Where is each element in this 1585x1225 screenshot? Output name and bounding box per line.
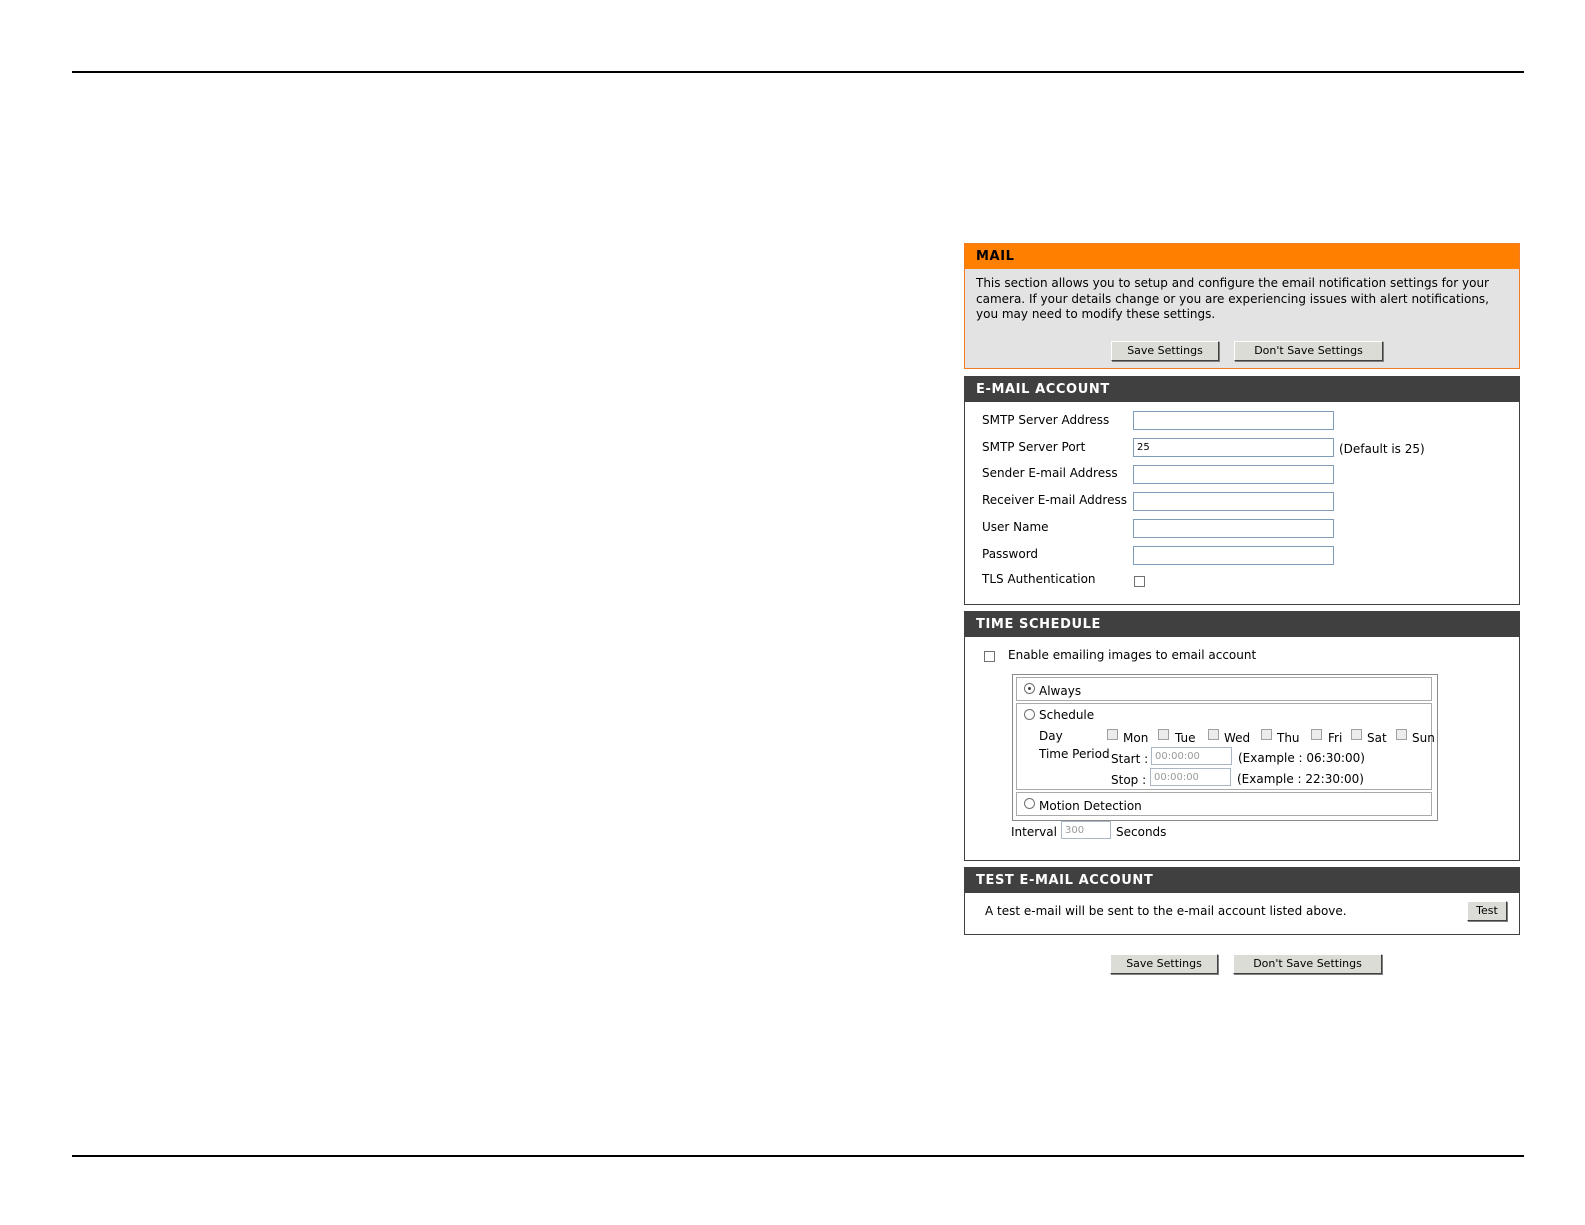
day-sun-checkbox[interactable] — [1396, 729, 1407, 740]
stop-label: Stop : — [1111, 773, 1147, 787]
tls-authentication-checkbox[interactable] — [1134, 576, 1145, 587]
day-sun-label: Sun — [1412, 731, 1435, 745]
start-time-input[interactable] — [1151, 747, 1232, 765]
interval-input[interactable] — [1061, 821, 1111, 839]
enable-emailing-label: Enable emailing images to email account — [1008, 648, 1257, 662]
test-email-title: TEST E-MAIL ACCOUNT — [965, 868, 1519, 893]
schedule-label: Schedule — [1039, 708, 1095, 722]
time-period-label: Time Period — [1039, 747, 1110, 761]
schedule-options-group — [1012, 674, 1438, 821]
smtp-server-port-input[interactable] — [1133, 438, 1334, 457]
day-sat-checkbox[interactable] — [1351, 729, 1362, 740]
username-label: User Name — [982, 520, 1049, 534]
start-label: Start : — [1111, 752, 1149, 766]
day-fri-checkbox[interactable] — [1311, 729, 1322, 740]
always-label: Always — [1039, 684, 1082, 698]
mail-panel — [964, 243, 1520, 369]
dont-save-settings-button-top[interactable]: Don't Save Settings — [1234, 341, 1383, 361]
day-wed-label: Wed — [1224, 731, 1251, 745]
time-schedule-title: TIME SCHEDULE — [965, 612, 1519, 637]
motion-detection-label: Motion Detection — [1039, 799, 1142, 813]
bottom-rule — [72, 1155, 1524, 1157]
stop-example: (Example : 22:30:00) — [1237, 772, 1364, 786]
save-settings-button-bottom[interactable]: Save Settings — [1110, 954, 1218, 974]
password-input[interactable] — [1133, 546, 1334, 565]
mail-description: This section allows you to setup and configure the email notification settings for your camera. If your details change or you are experiencing issues with alert notifications, you may need to modify these settings. — [976, 276, 1489, 321]
always-radio[interactable] — [1024, 683, 1035, 694]
password-label: Password — [982, 547, 1039, 561]
interval-label: Interval — [1011, 825, 1057, 839]
day-fri-label: Fri — [1328, 731, 1343, 745]
smtp-server-port-hint: (Default is 25) — [1339, 442, 1425, 456]
motion-detection-radio[interactable] — [1024, 798, 1035, 809]
mail-title: MAIL — [965, 244, 1519, 269]
schedule-radio[interactable] — [1024, 709, 1035, 720]
stop-time-input[interactable] — [1150, 768, 1231, 786]
dont-save-settings-button-bottom[interactable]: Don't Save Settings — [1233, 954, 1382, 974]
test-button[interactable]: Test — [1467, 901, 1507, 921]
always-row — [1016, 677, 1432, 701]
day-thu-checkbox[interactable] — [1261, 729, 1272, 740]
seconds-label: Seconds — [1116, 825, 1167, 839]
receiver-email-label: Receiver E-mail Address — [982, 493, 1127, 507]
motion-detection-row — [1016, 792, 1432, 816]
day-mon-label: Mon — [1123, 731, 1149, 745]
top-rule — [72, 71, 1524, 73]
smtp-server-address-input[interactable] — [1133, 411, 1334, 430]
smtp-server-address-label: SMTP Server Address — [982, 413, 1110, 427]
receiver-email-input[interactable] — [1133, 492, 1334, 511]
schedule-row — [1016, 703, 1435, 790]
day-sat-label: Sat — [1367, 731, 1387, 745]
day-mon-checkbox[interactable] — [1107, 729, 1118, 740]
day-thu-label: Thu — [1277, 731, 1300, 745]
smtp-server-port-label: SMTP Server Port — [982, 440, 1086, 454]
test-email-description: A test e-mail will be sent to the e-mail account listed above. — [985, 904, 1347, 918]
email-account-panel — [964, 376, 1520, 605]
start-example: (Example : 06:30:00) — [1238, 751, 1365, 765]
tls-authentication-label: TLS Authentication — [982, 572, 1096, 586]
email-account-title: E-MAIL ACCOUNT — [965, 377, 1519, 402]
time-schedule-panel — [964, 611, 1520, 861]
username-input[interactable] — [1133, 519, 1334, 538]
day-wed-checkbox[interactable] — [1208, 729, 1219, 740]
enable-emailing-checkbox[interactable] — [984, 651, 995, 662]
sender-email-input[interactable] — [1133, 465, 1334, 484]
save-settings-button-top[interactable]: Save Settings — [1111, 341, 1219, 361]
day-label: Day — [1039, 729, 1063, 743]
sender-email-label: Sender E-mail Address — [982, 466, 1118, 480]
test-email-panel — [964, 867, 1520, 935]
day-tue-checkbox[interactable] — [1158, 729, 1169, 740]
day-tue-label: Tue — [1175, 731, 1196, 745]
